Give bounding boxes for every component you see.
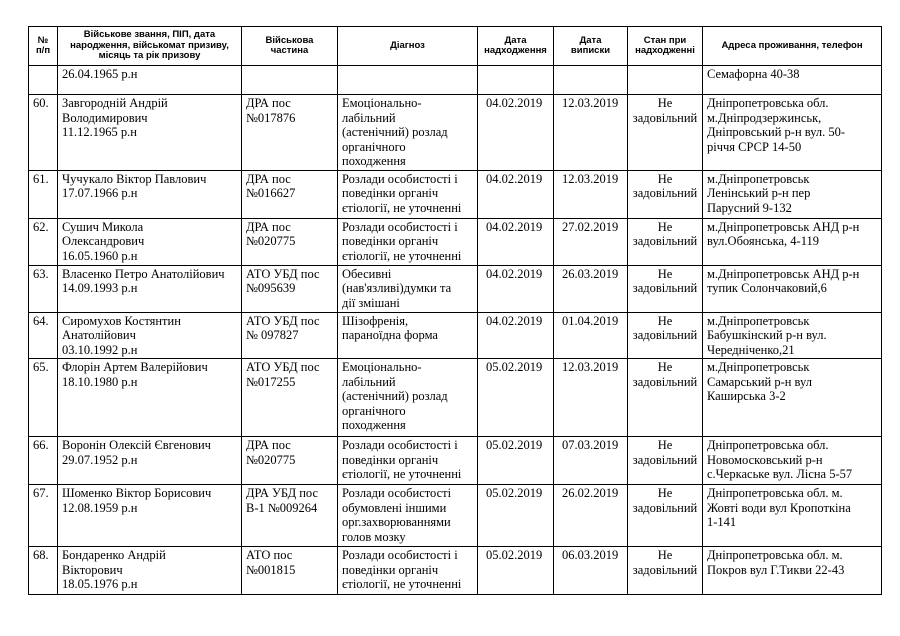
cell-unit-line: №001815 xyxy=(246,562,296,577)
cell-address-line: Каширська 3-2 xyxy=(707,389,786,403)
cell-number: 67. xyxy=(29,485,58,547)
table-row xyxy=(29,359,882,437)
cell-state-line: задовільний xyxy=(632,110,698,125)
cell-diagnosis xyxy=(338,95,478,171)
cell-diagnosis xyxy=(338,437,478,485)
cell-name xyxy=(58,437,242,485)
cell-state xyxy=(628,312,703,359)
cell-address xyxy=(703,437,882,485)
cell-discharged: 06.03.2019 xyxy=(554,547,628,595)
cell-name xyxy=(58,485,242,547)
table-row xyxy=(29,312,882,359)
cell-address-line: м.Дніпропетровськ АНД р-н xyxy=(707,219,860,234)
cell-diagnosis xyxy=(338,66,478,95)
cell-diagnosis-line: Шізофренія, xyxy=(342,313,409,328)
cell-name-line: Олександрович xyxy=(62,234,145,248)
cell-state-line: задовільний xyxy=(632,452,698,467)
cell-name-line: Сушич Микола xyxy=(62,219,144,234)
cell-admitted: 04.02.2019 xyxy=(478,170,554,218)
cell-diagnosis xyxy=(338,359,478,437)
table-row xyxy=(29,485,882,547)
table-row xyxy=(29,95,882,171)
cell-address-line: тупик Солончаковий,6 xyxy=(707,281,827,295)
header-text: надходженні xyxy=(635,45,695,56)
cell-name xyxy=(58,359,242,437)
cell-name xyxy=(58,265,242,312)
cell-name-line: Володимирович xyxy=(62,110,148,125)
cell-discharged: 12.03.2019 xyxy=(554,359,628,437)
table-row xyxy=(29,547,882,595)
cell-discharged: 01.04.2019 xyxy=(554,312,628,359)
cell-diagnosis-line: єтіології, не уточненні xyxy=(342,467,462,481)
cell-address-line: 1-141 xyxy=(707,515,737,529)
cell-number: 66. xyxy=(29,437,58,485)
cell-unit-line: ДРА пос xyxy=(246,96,291,110)
cell-state-line: Не xyxy=(657,171,673,186)
cell-address-line: Дніпропетровська обл. м. xyxy=(707,548,843,562)
header-text: народження, військомат призиву, xyxy=(70,39,229,51)
cell-diagnosis-line: єтіології, не уточненні xyxy=(342,200,462,215)
cell-address-line: Ленінський р-н пер xyxy=(707,186,811,200)
cell-address-line: Семафорна 40-38 xyxy=(707,67,800,81)
cell-diagnosis-line: Обесивні xyxy=(342,266,392,281)
cell-name-line: Шоменко Віктор Борисович xyxy=(62,486,212,500)
cell-unit-line: АТО пос xyxy=(246,548,293,562)
cell-diagnosis-line: (нав'язливі)думки та xyxy=(342,281,452,295)
header-text: Діагноз xyxy=(390,39,425,51)
cell-unit xyxy=(242,437,338,485)
cell-name-line: Сиромухов Костянтин xyxy=(62,313,181,328)
cell-state-line: задовільний xyxy=(632,562,698,577)
cell-diagnosis-line: Розлади особистості і xyxy=(342,548,458,562)
cell-diagnosis-line: Розлади особистості xyxy=(342,486,452,500)
patients-table xyxy=(28,26,882,595)
cell-admitted: 04.02.2019 xyxy=(478,95,554,171)
cell-unit-line: ДРА УБД пос xyxy=(246,486,319,500)
header-text: частина xyxy=(270,45,309,56)
cell-number: 63. xyxy=(29,265,58,312)
cell-diagnosis-line: дії змішані xyxy=(342,295,400,310)
cell-address xyxy=(703,66,882,95)
cell-discharged: 12.03.2019 xyxy=(554,95,628,171)
header-text: № xyxy=(37,34,49,46)
cell-address-line: Парусний 9-132 xyxy=(707,200,792,215)
cell-unit-line: №016627 xyxy=(246,186,296,200)
cell-diagnosis-line: Емоціонально- xyxy=(342,360,422,374)
cell-state xyxy=(628,170,703,218)
cell-diagnosis-line: поведінки органіч xyxy=(342,234,439,248)
cell-address-line: Чередніченко,21 xyxy=(707,342,795,357)
cell-address-line: Дніпропетровська обл. xyxy=(707,96,829,110)
cell-state-line: Не xyxy=(657,438,673,452)
cell-diagnosis xyxy=(338,312,478,359)
cell-address-line: Дніпропетровська обл. xyxy=(707,438,829,452)
table-row xyxy=(29,170,882,218)
header-diagnosis xyxy=(338,27,478,66)
cell-state xyxy=(628,66,703,95)
cell-address xyxy=(703,547,882,595)
cell-admitted: 05.02.2019 xyxy=(478,359,554,437)
cell-address-line: с.Черкаське вул. Лісна 5-57 xyxy=(707,467,853,481)
cell-state-line: Не xyxy=(657,266,673,281)
cell-unit-line: ДРА пос xyxy=(246,171,291,186)
cell-state xyxy=(628,265,703,312)
cell-diagnosis-line: Розлади особистості і xyxy=(342,438,458,452)
cell-admitted: 04.02.2019 xyxy=(478,265,554,312)
cell-diagnosis-line: Розлади особистості і xyxy=(342,171,458,186)
cell-name-line: Анатолійович xyxy=(62,328,136,342)
cell-name-line: 29.07.1952 р.н xyxy=(62,452,138,467)
cell-admitted: 05.02.2019 xyxy=(478,547,554,595)
cell-number: 60. xyxy=(29,95,58,171)
cell-name-line: 26.04.1965 р.н xyxy=(62,67,138,81)
cell-unit xyxy=(242,66,338,95)
cell-unit-line: №020775 xyxy=(246,234,296,248)
cell-state xyxy=(628,218,703,265)
cell-diagnosis-line: лабільний xyxy=(342,374,396,389)
cell-unit-line: ДРА пос xyxy=(246,438,291,452)
table-row xyxy=(29,437,882,485)
cell-state-line: задовільний xyxy=(632,374,698,389)
cell-state-line: задовільний xyxy=(632,500,698,515)
cell-unit xyxy=(242,547,338,595)
cell-diagnosis-line: єтіології, не уточненні xyxy=(342,577,462,591)
cell-diagnosis-line: поведінки органіч xyxy=(342,452,439,467)
cell-name xyxy=(58,312,242,359)
cell-state-line: Не xyxy=(657,96,673,110)
cell-discharged: 07.03.2019 xyxy=(554,437,628,485)
cell-name-line: Вікторович xyxy=(62,562,123,577)
cell-state xyxy=(628,359,703,437)
cell-discharged xyxy=(554,66,628,95)
header-number xyxy=(29,27,58,66)
cell-address-line: вул.Обоянська, 4-119 xyxy=(707,234,820,248)
header-text: п/п xyxy=(35,45,51,56)
cell-diagnosis-line: Емоціонально- xyxy=(342,96,422,110)
cell-address-line: м.Дніпропетровськ xyxy=(707,360,810,374)
cell-unit xyxy=(242,359,338,437)
cell-unit-line: АТО УБД пос xyxy=(246,266,320,281)
cell-admitted: 05.02.2019 xyxy=(478,437,554,485)
cell-diagnosis-line: обумовлені іншими xyxy=(342,500,447,515)
cell-number xyxy=(29,66,58,95)
cell-state-line: Не xyxy=(657,219,673,234)
cell-unit-line: ДРА пос xyxy=(246,219,291,234)
cell-diagnosis xyxy=(338,170,478,218)
cell-state xyxy=(628,485,703,547)
cell-diagnosis-line: поведінки органіч xyxy=(342,562,439,577)
cell-name-line: 14.09.1993 р.н xyxy=(62,281,138,295)
header-state xyxy=(628,27,703,66)
cell-address-line: м.Дніпропетровськ АНД р-н xyxy=(707,266,860,281)
cell-diagnosis-line: (астенічний) розлад xyxy=(342,389,448,403)
cell-discharged: 12.03.2019 xyxy=(554,170,628,218)
header-text: Дата xyxy=(579,34,602,46)
cell-unit xyxy=(242,95,338,171)
cell-name-line: 17.07.1966 р.н xyxy=(62,186,138,200)
cell-diagnosis-line: лабільний xyxy=(342,110,396,125)
cell-address-line: м.Дніпропетровськ xyxy=(707,171,810,186)
cell-discharged: 26.03.2019 xyxy=(554,265,628,312)
cell-state xyxy=(628,95,703,171)
cell-address xyxy=(703,312,882,359)
cell-name xyxy=(58,547,242,595)
cell-name-line: 16.05.1960 р.н xyxy=(62,248,138,263)
cell-admitted xyxy=(478,66,554,95)
cell-address-line: Жовті води вул Кропоткіна xyxy=(707,500,851,515)
header-discharged xyxy=(554,27,628,66)
header-text: Військове звання, ПІП, дата xyxy=(83,29,216,41)
table-row xyxy=(29,66,882,95)
cell-diagnosis-line: (астенічний) розлад xyxy=(342,125,448,139)
header-name xyxy=(58,27,242,66)
cell-state-line: задовільний xyxy=(632,328,698,342)
table-body xyxy=(29,66,882,595)
cell-name-line: Флорін Артем Валерійович xyxy=(62,360,208,374)
header-text: Стан при xyxy=(643,34,687,46)
cell-address-line: Новомосковський р-н xyxy=(707,452,823,467)
cell-discharged: 27.02.2019 xyxy=(554,218,628,265)
cell-name-line: 12.08.1959 р.н xyxy=(62,500,138,515)
table-row xyxy=(29,218,882,265)
header-text: Адреса проживання, телефон xyxy=(721,39,863,51)
cell-name-line: 18.10.1980 р.н xyxy=(62,374,138,389)
cell-unit-line: №017876 xyxy=(246,110,296,125)
cell-number: 64. xyxy=(29,312,58,359)
cell-address xyxy=(703,485,882,547)
cell-name-line: Завгородній Андрій xyxy=(62,96,168,110)
cell-name xyxy=(58,66,242,95)
cell-diagnosis xyxy=(338,547,478,595)
cell-admitted: 04.02.2019 xyxy=(478,312,554,359)
cell-unit-line: АТО УБД пос xyxy=(246,313,320,328)
cell-address xyxy=(703,218,882,265)
cell-unit xyxy=(242,265,338,312)
cell-state-line: Не xyxy=(657,486,673,500)
cell-state-line: задовільний xyxy=(632,281,698,295)
cell-name xyxy=(58,170,242,218)
cell-diagnosis-line: органічного xyxy=(342,403,406,418)
cell-diagnosis xyxy=(338,485,478,547)
cell-number: 62. xyxy=(29,218,58,265)
cell-diagnosis-line: Розлади особистості і xyxy=(342,219,458,234)
cell-address xyxy=(703,359,882,437)
header-text: надходження xyxy=(484,45,547,56)
cell-name-line: Бондаренко Андрій xyxy=(62,548,166,562)
cell-unit xyxy=(242,485,338,547)
cell-address-line: річчя СРСР 14-50 xyxy=(707,139,802,154)
header-address xyxy=(703,27,882,66)
cell-diagnosis-line: єтіології, не уточненні xyxy=(342,248,462,263)
cell-name xyxy=(58,95,242,171)
cell-state-line: Не xyxy=(657,313,673,328)
cell-address-line: м.Дніпродзержинськ, xyxy=(707,110,822,125)
cell-diagnosis xyxy=(338,218,478,265)
header-text: виписки xyxy=(570,45,611,56)
cell-unit xyxy=(242,218,338,265)
cell-unit-line: № 097827 xyxy=(246,328,299,342)
cell-state-line: задовільний xyxy=(632,186,698,200)
table-header-row xyxy=(29,27,882,66)
cell-address-line: Покров вул Г.Тикви 22-43 xyxy=(707,562,845,577)
cell-name xyxy=(58,218,242,265)
cell-state xyxy=(628,437,703,485)
cell-number: 68. xyxy=(29,547,58,595)
cell-diagnosis-line: походження xyxy=(342,418,406,432)
table-row xyxy=(29,265,882,312)
cell-name-line: 03.10.1992 р.н xyxy=(62,342,138,357)
header-unit xyxy=(242,27,338,66)
header-text: Дата xyxy=(504,34,527,46)
cell-name-line: 18.05.1976 р.н xyxy=(62,577,138,591)
cell-address xyxy=(703,265,882,312)
cell-name-line: 11.12.1965 р.н xyxy=(62,125,137,139)
cell-unit xyxy=(242,312,338,359)
cell-diagnosis-line: органічного xyxy=(342,139,406,154)
cell-state-line: Не xyxy=(657,548,673,562)
cell-name-line: Власенко Петро Анатолійович xyxy=(62,266,225,281)
cell-address xyxy=(703,95,882,171)
cell-address-line: Бабушкінский р-н вул. xyxy=(707,328,827,342)
cell-address-line: Дніпровський р-н вул. 50- xyxy=(707,125,846,139)
cell-state xyxy=(628,547,703,595)
cell-diagnosis-line: поведінки органіч xyxy=(342,186,439,200)
cell-admitted: 04.02.2019 xyxy=(478,218,554,265)
cell-state-line: задовільний xyxy=(632,234,698,248)
cell-discharged: 26.02.2019 xyxy=(554,485,628,547)
cell-unit-line: №095639 xyxy=(246,281,296,295)
cell-address-line: м.Дніпропетровськ xyxy=(707,313,810,328)
cell-unit-line: №017255 xyxy=(246,374,296,389)
cell-address-line: Дніпропетровська обл. м. xyxy=(707,486,843,500)
cell-diagnosis-line: голов мозку xyxy=(342,529,406,544)
cell-diagnosis-line: походження xyxy=(342,154,406,168)
cell-diagnosis-line: орг.захворюваннями xyxy=(342,515,451,529)
cell-unit xyxy=(242,170,338,218)
cell-unit-line: В-1 №009264 xyxy=(246,500,318,515)
cell-address-line: Самарський р-н вул xyxy=(707,374,812,389)
cell-name-line: Воронін Олексій Євгенович xyxy=(62,438,211,452)
cell-admitted: 05.02.2019 xyxy=(478,485,554,547)
cell-name-line: Чучукало Віктор Павлович xyxy=(62,171,207,186)
cell-unit-line: АТО УБД пос xyxy=(246,360,320,374)
cell-address xyxy=(703,170,882,218)
cell-diagnosis xyxy=(338,265,478,312)
cell-unit-line: №020775 xyxy=(246,452,296,467)
header-text: місяць та рік призову xyxy=(98,50,201,62)
header-text: Військова xyxy=(265,34,314,46)
cell-state-line: Не xyxy=(657,360,673,374)
cell-diagnosis-line: параноїдна форма xyxy=(342,328,438,342)
header-admitted xyxy=(478,27,554,66)
cell-number: 65. xyxy=(29,359,58,437)
cell-number: 61. xyxy=(29,170,58,218)
